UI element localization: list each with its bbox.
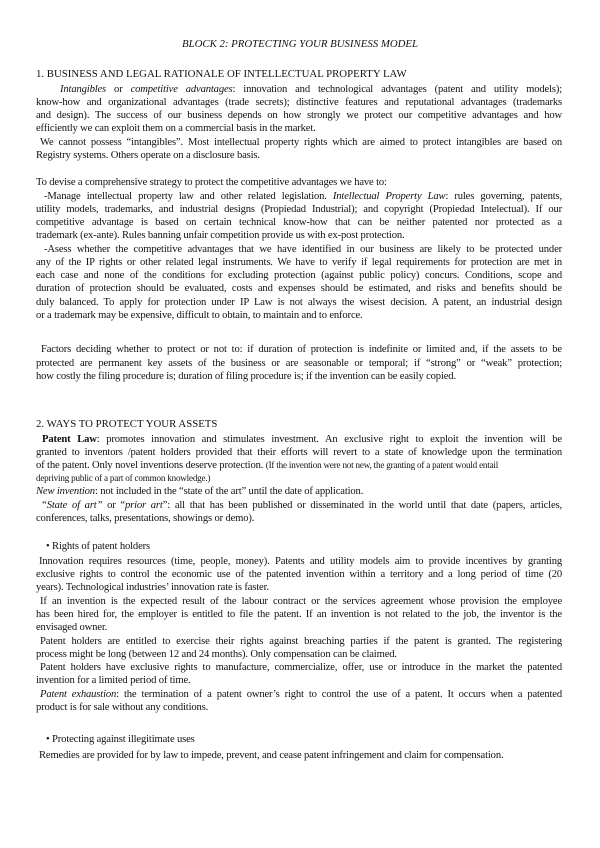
text-span: : the termination of a patent owner’s right to control the use of a patent. It occurs when a patented (116, 689, 562, 700)
text-line-small: depriving public of a part of common knowledge.) (36, 473, 211, 483)
term-intangibles: Intangibles (60, 84, 107, 95)
text-line: Patent holders have exclusive rights to manufacture, commercialize, offer, use or introduce in the market the patented (40, 662, 562, 673)
text-span: : rules governing, patents, (445, 191, 562, 202)
text-line (36, 83, 562, 96)
text-line: efficiently we can exploit them on a commercial basis in the market. (36, 123, 316, 134)
text-line: Remedies are provided for by law to impede, prevent, and cease patent infringement and claim for compensation. (39, 750, 504, 761)
text-line (42, 433, 562, 446)
text-line: Innovation requires resources (time, people, money). Patents and utility models aim to provide incentives by granting (39, 556, 562, 567)
text-line: envisaged owner. (36, 622, 108, 633)
section-1-heading: 1. BUSINESS AND LEGAL RATIONALE OF INTELLECTUAL PROPERTY LAW (36, 68, 407, 80)
text-line: invention for a limited period of time. (36, 675, 191, 686)
text-span: : innovation and technological advantages (patent and utility models); (232, 84, 562, 95)
text-line: how costly the filing procedure is; duration of filing procedure is; if the invention can be easily copied. (36, 371, 456, 382)
text-line: or a trademark may be expensive, difficult to obtain, to maintain and to enforce. (36, 310, 363, 321)
text-span: : not included in the “state of the art” until the date of application. (94, 486, 364, 497)
term-state-of-art: “State of art” (41, 500, 103, 511)
section-2-heading: 2. WAYS TO PROTECT YOUR ASSETS (36, 418, 218, 430)
text-line: utility models, trademarks, and industrial designs (Propiedad Industrial); and copyright (Propiedad Intelectual). If our (36, 204, 562, 215)
text-span: ”: all that has been published or disseminated in the world until that date (papers, articles, (162, 500, 562, 511)
text-line: trademark (ex-ante). Rules banning unfair competition provide us with ex-post protection. (36, 230, 405, 241)
bullet-protecting-against-illegitimate-uses: • Protecting against illegitimate uses (46, 734, 195, 745)
text-line: has been hired for, the employer is entitled to file the patent. If an invention is not related to the job, the inventor is the (36, 609, 562, 620)
term-patent-law: Patent Law (42, 434, 97, 445)
text-line (36, 459, 498, 472)
text-line: product is for sale without any conditions. (36, 702, 209, 713)
text-line (36, 485, 363, 498)
text-line: granted to inventors /patent holders provided that their efforts will revert to a state of knowledge upon the termination (36, 447, 562, 458)
text-line: years). Technological industries’ innovation rate is faster. (36, 582, 269, 593)
text-line: each case and none of the conditions for excluding protection (against public policy) concurs. Conditions, scope and (36, 270, 562, 281)
text-line: know-how and organizational advantages (trade secrets); distinctive features and reputational advantages (trademarks (36, 97, 562, 108)
text-line: duly balanced. To apply for protection under IP Law is not always the wisest decision. A patent, an industrial design (36, 297, 562, 308)
text-line: -Asess whether the competitive advantages that we have identified in our business are likely to be protected under (44, 244, 562, 255)
text-line (40, 688, 562, 701)
text-span-small: (If the invention were not new, the granting of a patent would entail (265, 460, 499, 470)
text-line: Patent holders are entitled to exercise their rights against breaching parties if the patent is granted. The registering (40, 636, 562, 647)
text-line: conferences, talks, presentations, showings or demo). (36, 513, 255, 524)
text-span: or “ (102, 500, 125, 511)
text-span: -Manage intellectual property law and other related legislation. (44, 191, 333, 202)
text-line: and design). The success of our business depends on how strongly we protect our competitive advantages and how (36, 110, 562, 121)
text-span: of the patent. Only novel inventions deserve protection. (36, 460, 266, 471)
term-new-invention: New invention (36, 486, 95, 497)
term-intellectual-property-law: Intellectual Property Law (332, 191, 446, 202)
text-line: We cannot possess “intangibles”. Most intellectual property rights which are aimed to protect intangibles are based on (40, 137, 562, 148)
text-line: competitive advantage is based on certain technical know-how that can be neither patented nor protected as a (36, 217, 562, 228)
text-line (41, 499, 562, 512)
text-line (44, 190, 562, 203)
document-title: BLOCK 2: PROTECTING YOUR BUSINESS MODEL (181, 38, 419, 50)
text-line: Factors deciding whether to protect or not to: if duration of protection is indefinite or limited and, if the assets to be (41, 344, 562, 355)
text-span: : promotes innovation and stimulates investment. An exclusive right to exploit the invention will be (96, 434, 562, 445)
text-line: To devise a comprehensive strategy to protect the competitive advantages we have to: (36, 177, 387, 188)
text-span: or (106, 84, 131, 95)
text-line: any of the IP rights or other related legal instruments. We have to verify if legal requirements for protection are met in (36, 257, 562, 268)
text-line: protected are permanent key assets of the business or are seasonable or temporal; if “strong” or “weak” protection; (36, 358, 562, 369)
term-patent-exhaustion: Patent exhaustion (40, 689, 117, 700)
term-competitive-advantages: competitive advantages (130, 84, 233, 95)
bullet-rights-of-patent-holders: • Rights of patent holders (46, 541, 150, 552)
text-line: duration of protection should be evaluated, costs and expenses should be estimated, and risks and benefits should be (36, 283, 562, 294)
text-line: If an invention is the expected result of the labour contract or the services agreement whose provision the employee (40, 596, 562, 607)
text-line: process might be long (between 12 and 24 months). Only compensation can be claimed. (36, 649, 397, 660)
text-line: Registry systems. Others operate on a disclosure basis. (36, 150, 260, 161)
term-prior-art: prior art (124, 500, 163, 511)
text-line: exclusive rights to control the economic use of the patented invention within a territory and a long period of time (20 (36, 569, 562, 580)
